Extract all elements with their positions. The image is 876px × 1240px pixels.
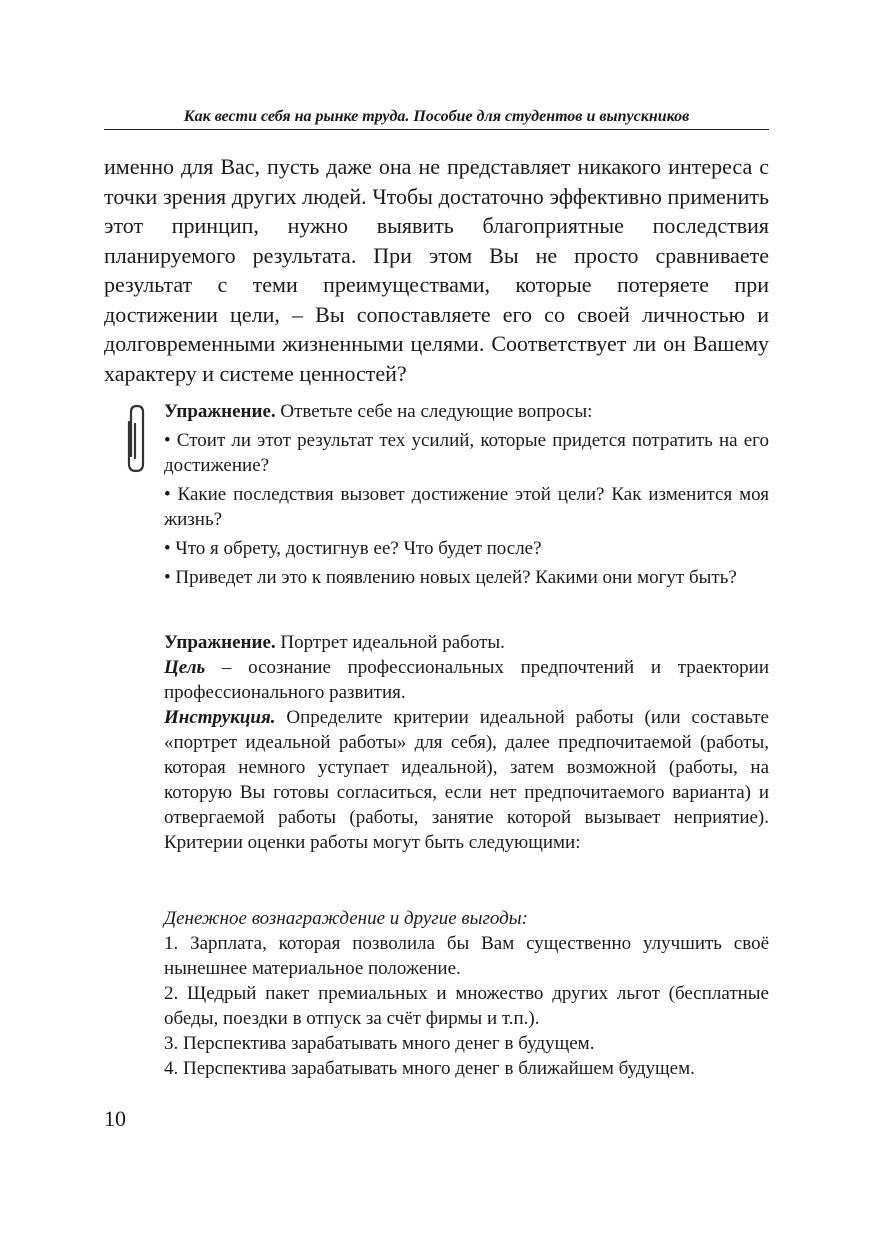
- question-item: • Какие последствия вызовет достижение этой цели? Как изменится моя жизнь?: [164, 484, 769, 530]
- running-header-title: Как вести себя на рынке труда. Пособие для студентов и выпускников: [183, 108, 690, 125]
- goal-label: Цель: [164, 657, 206, 678]
- instruction-label: Инструкция.: [164, 707, 276, 728]
- criteria-item: 2. Щедрый пакет премиальных и множество других льгот (бесплатные обеды, поездки в отпуск за счёт фирмы и т.п.).: [164, 983, 769, 1029]
- running-header: [104, 107, 769, 130]
- instruction-text: Определите критерии идеальной работы (или составьте «портрет идеальной работы» для себя), далее предпочитаемой (работы, которая немного уступает идеальной), затем возможной (работы, на которую Вы готовы согласиться, если нет предпочитаемого варианта) и отвергаемой работы (работы, занятие которой вызывает неприятие). Критерии оценки работы могут быть следующими:: [164, 707, 769, 853]
- exercise1-intro: Ответьте себе на следующие вопросы:: [275, 401, 593, 422]
- question-item: • Приведет ли это к появлению новых целей? Какими они могут быть?: [164, 567, 737, 588]
- goal-text: – осознание профессиональных предпочтений и траектории профессионального развития.: [164, 657, 769, 703]
- page-number: 10: [104, 1106, 126, 1131]
- exercise2-instruction: [164, 705, 769, 855]
- main-paragraph: именно для Вас, пусть даже она не представляет никакого интереса с точки зрения других людей. Чтобы достаточно эффективно применить этот принцип, нужно выявить благоприятные последствия планируемого результата. При этом Вы не просто сравниваете результат с теми преимуществами, которые потеряете при достижении цели, – Вы сопоставляете его со своей личностью и долговременными жизненными целями. Соответствует ли он Вашему характеру и системе ценностей?: [104, 154, 769, 386]
- criteria-item: 3. Перспектива зарабатывать много денег в будущем.: [164, 1033, 595, 1054]
- money-heading: Денежное вознаграждение и другие выгоды:: [164, 908, 528, 929]
- exercise1-heading: [164, 399, 769, 424]
- criteria-item: 4. Перспектива зарабатывать много денег в ближайшем будущем.: [164, 1058, 695, 1079]
- exercise-questions: [164, 399, 769, 590]
- exercise1-label: Упражнение.: [164, 401, 276, 422]
- question-item: • Стоит ли этот результат тех усилий, которые придется потратить на его достижение?: [164, 430, 769, 476]
- question-item: • Что я обрету, достигнув ее? Что будет после?: [164, 538, 542, 559]
- criteria-item: 1. Зарплата, которая позволила бы Вам существенно улучшить своё нынешнее материальное положение.: [164, 933, 769, 979]
- paperclip-icon: [120, 404, 156, 474]
- exercise2-title: Портрет идеальной работы.: [275, 632, 505, 653]
- exercise2-goal: [164, 655, 769, 705]
- money-criteria-section: [164, 906, 769, 1081]
- exercise-ideal-job: [164, 630, 769, 855]
- exercise2-label: Упражнение.: [164, 632, 276, 653]
- exercise2-heading: [164, 630, 769, 655]
